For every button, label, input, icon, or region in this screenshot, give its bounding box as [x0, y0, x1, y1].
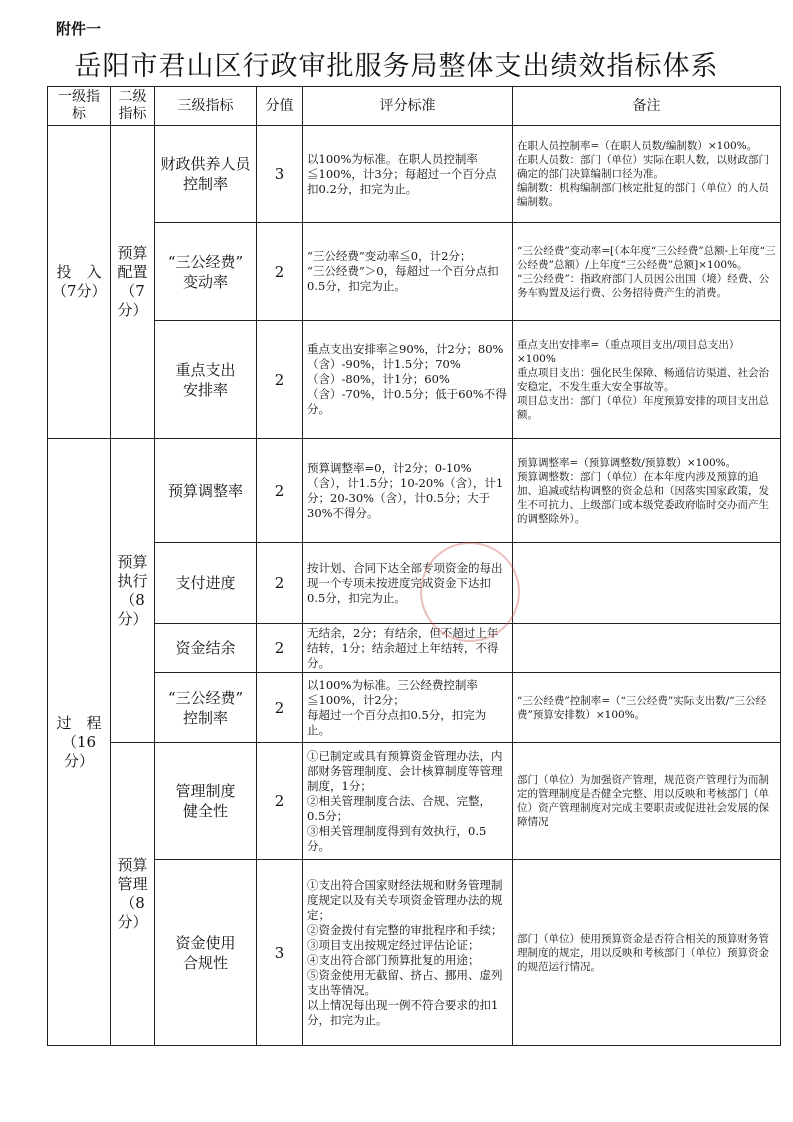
table-row: [48, 543, 781, 624]
score-cell: 2: [257, 673, 303, 743]
remarks-cell: “三公经费”变动率=[（本年度“三公经费”总额-上年度“三公经费”总额）/上年度“三公经费”总额]×100%。 “三公经费”：指政府部门人员因公出国（境）经费、公务车购置及运行费、公务招待费产生的消费。: [513, 223, 781, 321]
indicator-cell: 资金结余: [155, 624, 257, 673]
page-title: 岳阳市君山区行政审批服务局整体支出绩效指标体系: [74, 51, 719, 82]
indicator-cell: 预算调整率: [155, 439, 257, 543]
indicator-table: [47, 86, 781, 1046]
remarks-cell: [513, 624, 781, 673]
indicator-cell: 支付进度: [155, 543, 257, 624]
header-score: 分值: [257, 87, 303, 126]
header-criteria: 评分标准: [303, 87, 513, 126]
indicator-cell: “三公经费” 变动率: [155, 223, 257, 321]
criteria-cell: 以100%为标准。三公经费控制率≦100%，计2分； 每超过一个百分点扣0.5分，扣完为止。: [303, 673, 513, 743]
remarks-cell: 在职人员控制率=（在职人员数/编制数）×100%。 在职人员数：部门（单位）实际在职人数，以财政部门确定的部门决算编制口径为准。 编制数：机构编制部门核定批复的部门（单位）的人员编制数。: [513, 126, 781, 223]
subgroup-budget-config: 预算 配置 （7 分）: [111, 126, 155, 439]
header-level2: 二级 指标: [111, 87, 155, 126]
header-level1: 一级指 标: [48, 87, 111, 126]
table-row: [48, 624, 781, 673]
indicator-cell: “三公经费” 控制率: [155, 673, 257, 743]
remarks-cell: “三公经费”控制率=（“三公经费”实际支出数/“三公经费”预算安排数）×100%。: [513, 673, 781, 743]
score-cell: 3: [257, 860, 303, 1046]
score-cell: 2: [257, 223, 303, 321]
score-cell: 2: [257, 743, 303, 860]
indicator-cell: 管理制度 健全性: [155, 743, 257, 860]
table-row: [48, 321, 781, 439]
remarks-cell: 预算调整率=（预算调整数/预算数）×100%。 预算调整数：部门（单位）在本年度内涉及预算的追加、追减或结构调整的资金总和（因落实国家政策，发生不可抗力、上级部门或本级党委政府临时交办而产生的调整除外）。: [513, 439, 781, 543]
criteria-cell: 以100%为标准。在职人员控制率≦100%，计3分；每超过一个百分点扣0.2分，扣完为止。: [303, 126, 513, 223]
group-process: 过 程 （16分）: [48, 439, 111, 1046]
table-row: [48, 439, 781, 543]
indicator-cell: 重点支出 安排率: [155, 321, 257, 439]
remarks-cell: 重点支出安排率=（重点项目支出/项目总支出）×100% 重点项目支出：强化民生保障、畅通信访渠道、社会治安稳定，不发生重大安全事故等。 项目总支出：部门（单位）年度预算安排的项目支出总额。: [513, 321, 781, 439]
subgroup-budget-mgmt: 预算 管理 （8 分）: [111, 743, 155, 1046]
remarks-cell: 部门（单位）使用预算资金是否符合相关的预算财务管理制度的规定，用以反映和考核部门（单位）预算资金的规范运行情况。: [513, 860, 781, 1046]
table-row: [48, 860, 781, 1046]
header-row: [48, 87, 781, 126]
header-remarks: 备注: [513, 87, 781, 126]
score-cell: 2: [257, 321, 303, 439]
criteria-cell: 重点支出安排率≧90%，计2分；80%（含）-90%，计1.5分；70%（含）-80%，计1分；60%（含）-70%，计0.5分；低于60%不得分。: [303, 321, 513, 439]
criteria-cell: ①已制定或具有预算资金管理办法，内部财务管理制度、会计核算制度等管理制度，1分； ②相关管理制度合法、合规、完整，0.5分； ③相关管理制度得到有效执行，0.5分。: [303, 743, 513, 860]
indicator-cell: 财政供养人员 控制率: [155, 126, 257, 223]
remarks-cell: [513, 543, 781, 624]
subgroup-budget-exec: 预算 执行 （8 分）: [111, 439, 155, 743]
score-cell: 2: [257, 624, 303, 673]
remarks-cell: 部门（单位）为加强资产管理，规范资产管理行为而制定的管理制度是否健全完整、用以反映和考核部门（单位）资产管理制度对完成主要职责或促进社会发展的保障情况: [513, 743, 781, 860]
table-row: [48, 223, 781, 321]
annex-label: 附件一: [56, 20, 102, 38]
table-row: [48, 673, 781, 743]
criteria-cell: 预算调整率=0，计2分；0-10%（含），计1.5分；10-20%（含），计1分；20-30%（含），计0.5分；大于30%不得分。: [303, 439, 513, 543]
score-cell: 2: [257, 439, 303, 543]
group-input: 投 入 （7分）: [48, 126, 111, 439]
criteria-cell: 按计划、合同下达全部专项资金的每出现一个专项未按进度完成资金下达扣0.5分，扣完为止。: [303, 543, 513, 624]
score-cell: 2: [257, 543, 303, 624]
criteria-cell: “三公经费”变动率≦0，计2分； “三公经费”＞0，每超过一个百分点扣0.5分，扣完为止。: [303, 223, 513, 321]
header-level3: 三级指标: [155, 87, 257, 126]
indicator-cell: 资金使用 合规性: [155, 860, 257, 1046]
table-row: [48, 126, 781, 223]
table-row: [48, 743, 781, 860]
score-cell: 3: [257, 126, 303, 223]
criteria-cell: 无结余，2分；有结余，但不超过上年结转，1分；结余超过上年结转，不得分。: [303, 624, 513, 673]
criteria-cell: ①支出符合国家财经法规和财务管理制度规定以及有关专项资金管理办法的规定； ②资金拨付有完整的审批程序和手续； ③项目支出按规定经过评估论证； ④支出符合部门预算批复的用途； ⑤资金使用无截留、挤占、挪用、虚列支出等情况。 以上情况每出现一例不符合要求的扣1分，扣完为止。: [303, 860, 513, 1046]
